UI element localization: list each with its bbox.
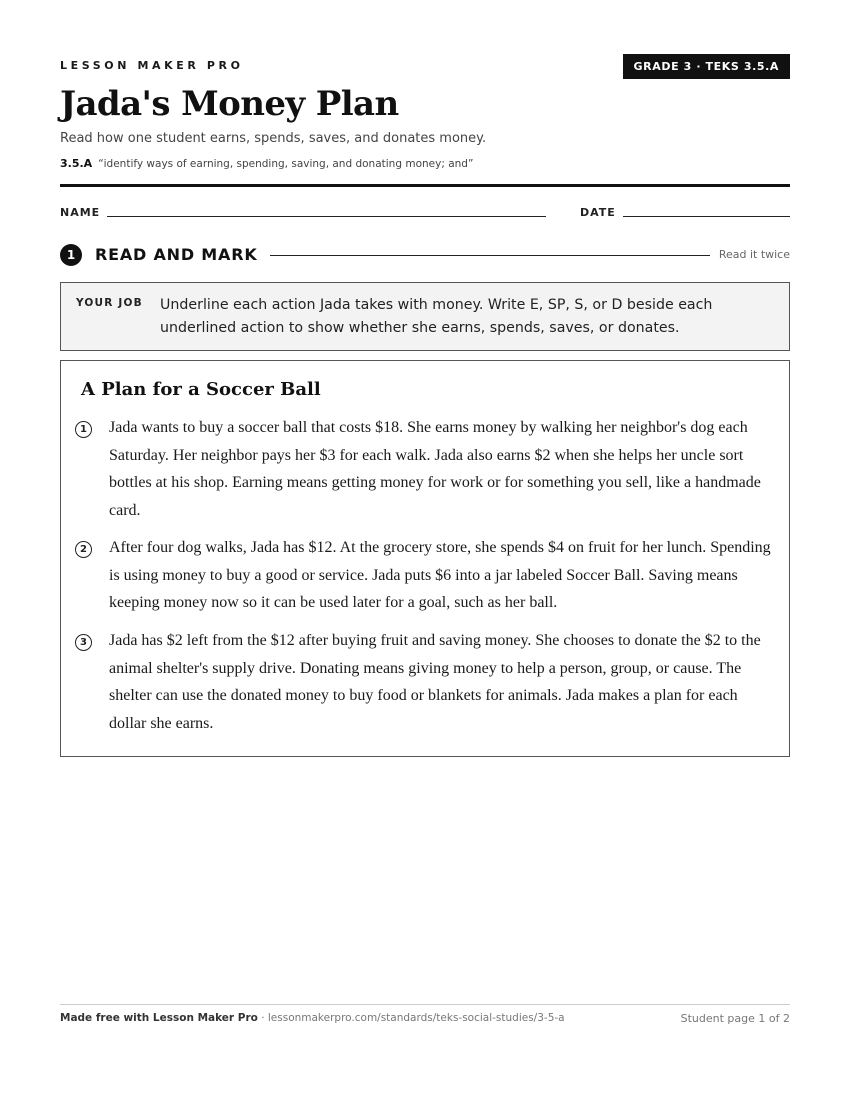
paragraph-text: After four dog walks, Jada has $12. At the grocery store, she spends $4 on fruit for her lunch. Spending is using money to buy a good or service. Jada puts $6 into a jar labeled Soccer Ball. Saving means keeping money now so it can be used later for a goal, such as her ball. [109,539,771,612]
footer-url[interactable]: lessonmakerpro.com/standards/teks-social-studies/3-5-a [267,1012,565,1024]
section-title: READ AND MARK [95,245,258,264]
footer-made-with: Made free with Lesson Maker Pro [60,1012,258,1024]
footer-page-number: Student page 1 of 2 [680,1012,790,1025]
story-box [60,360,790,757]
footer-separator: · [257,1012,268,1024]
name-label: NAME [60,206,101,219]
your-job-label: YOUR JOB [76,297,143,309]
standard-text: “identify ways of earning, spending, saving, and donating money; and” [98,158,474,170]
brand-name: LESSON MAKER PRO [60,59,244,72]
standard-code: 3.5.A [60,157,93,170]
grade-badge: GRADE 3 · TEKS 3.5.A [623,54,790,79]
worksheet-page [60,0,790,1100]
header-divider [60,184,790,187]
your-job-box [60,282,790,351]
paragraph-number-badge: 3 [75,634,92,651]
section-divider [270,255,710,256]
section-note: Read it twice [718,248,790,261]
date-field[interactable] [623,216,790,217]
story-title: A Plan for a Soccer Ball [81,379,321,400]
page-subtitle: Read how one student earns, spends, saves, and donates money. [60,131,487,146]
paragraph-number-badge: 1 [75,421,92,438]
paragraph-text: Jada wants to buy a soccer ball that costs $18. She earns money by walking her neighbor's dog each Saturday. Her neighbor pays her $3 for each walk. Jada also earns $2 when she helps her uncle sort bottles at his shop. Earning means getting money for work or for something you sell, like a handmade card. [109,419,761,519]
section-number-badge: 1 [60,244,82,266]
page-title: Jada's Money Plan [60,84,399,124]
paragraph-number-badge: 2 [75,541,92,558]
date-label: DATE [580,206,616,219]
standard-line [60,157,473,170]
name-field[interactable] [107,216,546,217]
footer-credit [60,1012,565,1024]
your-job-instructions: Underline each action Jada takes with money. Write E, SP, S, or D beside each underlined action to show whether she earns, spends, saves, or donates. [160,297,713,336]
footer-divider [60,1004,790,1005]
paragraph-text: Jada has $2 left from the $12 after buying fruit and saving money. She chooses to donate the $2 to the animal shelter's supply drive. Donating means giving money to help a person, group, or cause. The shelter can use the donated money to buy food or blankets for animals. Jada makes a plan for each dollar she earns. [109,632,761,732]
